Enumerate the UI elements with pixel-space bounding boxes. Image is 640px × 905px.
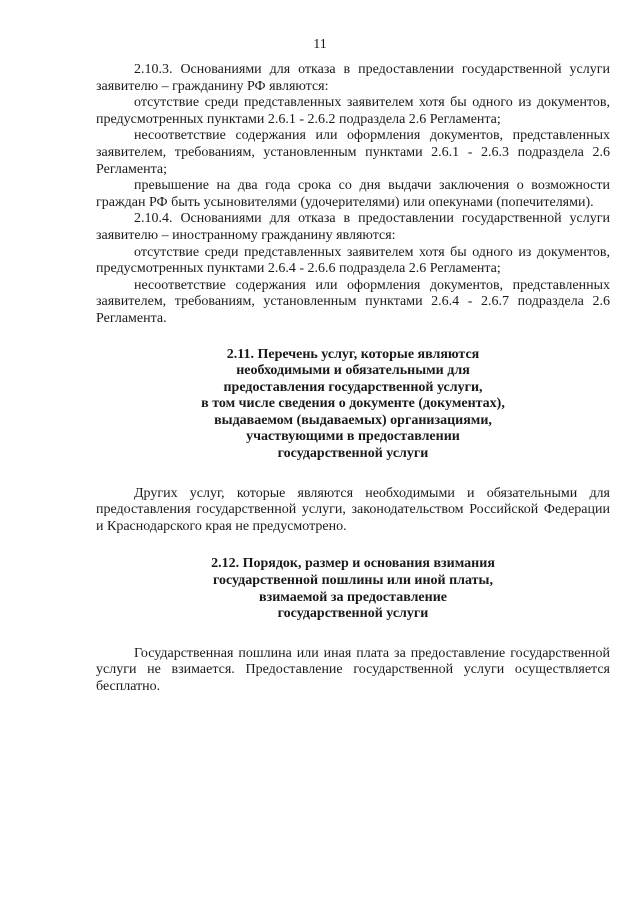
heading-line: 2.11. Перечень услуг, которые являются	[226, 346, 480, 362]
heading-line: выдаваемом (выдаваемых) организациями,	[214, 412, 492, 428]
heading-line: участвующими в предоставлении	[246, 429, 460, 445]
section-2-11-heading	[96, 347, 610, 463]
section-2-10-4-item: несоответствие содержания или оформления документов, представленных заявителем, требованиям, установленным пунктами 2.6.4 - 2.6.7 подраздела 2.6 Регламента.	[96, 277, 610, 326]
heading-line: предоставления государственной услуги,	[223, 379, 483, 395]
page-number: 11	[313, 37, 327, 52]
section-2-10-3-item: отсутствие среди представленных заявителем хотя бы одного из документов, предусмотренных пунктами 2.6.1 - 2.6.2 подраздела 2.6 Регламента;	[96, 95, 610, 127]
section-2-10-3-item: превышение на два года срока со дня выдачи заключения о возможности граждан РФ быть усыновителями (удочерителями) или опекунами (попечителями).	[96, 178, 610, 210]
heading-line: необходимыми и обязательными для	[236, 363, 470, 379]
section-2-10-4-item: отсутствие среди представленных заявителем хотя бы одного из документов, предусмотренных пунктами 2.6.4 - 2.6.6 подраздела 2.6 Регламента;	[96, 244, 610, 277]
section-2-10-3-intro: 2.10.3. Основаниями для отказа в предоставлении государственной услуги заявителю – гражданину РФ являются:	[96, 62, 610, 94]
section-2-10-3	[96, 62, 610, 211]
heading-line: государственной услуги	[277, 446, 429, 462]
section-2-10-3-item: несоответствие содержания или оформления документов, представленных заявителем, требованиям, установленным пунктами 2.6.1 - 2.6.3 подраздела 2.6 Регламента;	[96, 128, 610, 177]
section-2-12-body: Государственная пошлина или иная плата за предоставление государственной услуги не взимается. Предоставление государственной услуги осуществляется бесплатно.	[96, 645, 610, 694]
heading-line: взимаемой за предоставление	[259, 589, 447, 605]
heading-line: 2.12. Порядок, размер и основания взимания	[211, 556, 495, 572]
section-2-11-body: Других услуг, которые являются необходимыми и обязательными для предоставления государственной услуги, законодательством Российской Федерации и Краснодарского края не предусмотрено.	[96, 485, 610, 534]
section-2-10-4-intro: 2.10.4. Основаниями для отказа в предоставлении государственной услуги заявителю – иностранному гражданину являются:	[96, 211, 610, 243]
heading-line: государственной услуги	[277, 606, 429, 622]
section-2-12-heading	[96, 556, 610, 622]
section-2-10-4	[96, 211, 610, 327]
heading-line: в том числе сведения о документе (документах),	[201, 396, 505, 412]
heading-line: государственной пошлины или иной платы,	[213, 573, 493, 589]
document-body	[96, 62, 610, 696]
